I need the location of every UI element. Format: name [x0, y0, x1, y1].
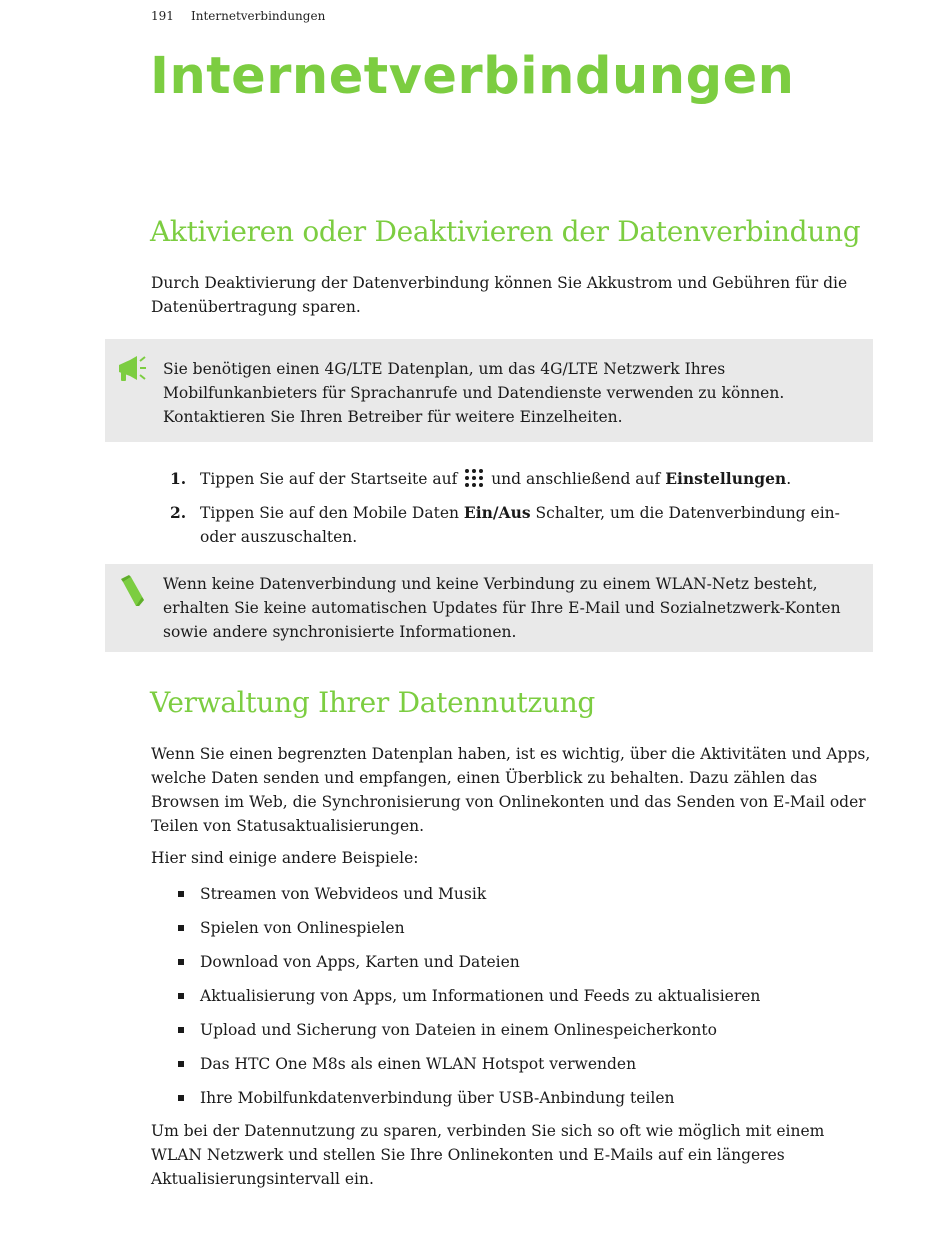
- section2-paragraph-3: Um bei der Datennutzung zu sparen, verbinden Sie sich so oft wie möglich mit einem WLAN Netzwerk und stellen Sie Ihre Onlinekonten und E-Mails auf ein längeres Aktualisierungsintervall ein.: [151, 1122, 825, 1188]
- section-heading-data-connection: Aktivieren oder Deaktivieren der Datenverbindung: [150, 215, 861, 248]
- chapter-title: Internetverbindungen: [150, 47, 795, 106]
- section2-paragraph-2: Hier sind einige andere Beispiele:: [151, 849, 419, 867]
- step-item: [151, 501, 871, 549]
- apps-grid-icon: [464, 468, 484, 488]
- step-text: und anschließend auf: [491, 470, 661, 488]
- megaphone-icon: [115, 352, 149, 386]
- examples-list: [151, 882, 871, 1120]
- list-item: Download von Apps, Karten und Dateien: [151, 950, 871, 984]
- running-header: [151, 9, 325, 23]
- step-number: 2.: [170, 503, 187, 522]
- running-title: Internetverbindungen: [191, 9, 326, 23]
- tip-note-box: [105, 564, 873, 652]
- list-item: Aktualisierung von Apps, um Informationen und Feeds zu aktualisieren: [151, 984, 871, 1018]
- important-note-box: [105, 339, 873, 442]
- list-item: Ihre Mobilfunkdatenverbindung über USB-Anbindung teilen: [151, 1086, 871, 1120]
- on-off-label: Ein/Aus: [463, 503, 531, 522]
- step-text-end: .: [786, 470, 792, 488]
- steps-list: [151, 467, 871, 559]
- list-item: Upload und Sicherung von Dateien in einem Onlinespeicherkonto: [151, 1018, 871, 1052]
- list-item: Spielen von Onlinespielen: [151, 916, 871, 950]
- step-text: Tippen Sie auf den Mobile Daten: [200, 504, 459, 522]
- page-number: 191: [151, 9, 174, 23]
- step-text: Tippen Sie auf der Startseite auf: [200, 470, 458, 488]
- list-item: Streamen von Webvideos und Musik: [151, 882, 871, 916]
- step-number: 1.: [170, 469, 187, 488]
- pencil-icon: [115, 574, 149, 608]
- important-note-text: Sie benötigen einen 4G/LTE Datenplan, um das 4G/LTE Netzwerk Ihres Mobilfunkanbieters für Sprachanrufe und Datendienste verwenden zu können. Kontaktieren Sie Ihren Betreiber für weitere Einzelheiten.: [163, 360, 785, 426]
- step-text: Schalter, um die Datenverbindung ein- oder auszuschalten.: [200, 504, 840, 546]
- step-item: [151, 467, 871, 491]
- section1-intro: Durch Deaktivierung der Datenverbindung können Sie Akkustrom und Gebühren für die Datenübertragung sparen.: [151, 274, 848, 316]
- section-heading-data-usage: Verwaltung Ihrer Datennutzung: [150, 686, 596, 719]
- settings-label: Einstellungen: [665, 469, 787, 488]
- tip-note-text: Wenn keine Datenverbindung und keine Verbindung zu einem WLAN-Netz besteht, erhalten Sie keine automatischen Updates für Ihre E-Mail und Sozialnetzwerk-Konten sowie andere synchronisierte Informationen.: [163, 575, 841, 641]
- section2-paragraph-1: Wenn Sie einen begrenzten Datenplan haben, ist es wichtig, über die Aktivitäten und Apps, welche Daten senden und empfangen, einen Überblick zu behalten. Dazu zählen das Browsen im Web, die Synchronisierung von Onlinekonten und das Senden von E-Mail oder Teilen von Statusaktualisierungen.: [151, 745, 871, 835]
- list-item: Das HTC One M8s als einen WLAN Hotspot verwenden: [151, 1052, 871, 1086]
